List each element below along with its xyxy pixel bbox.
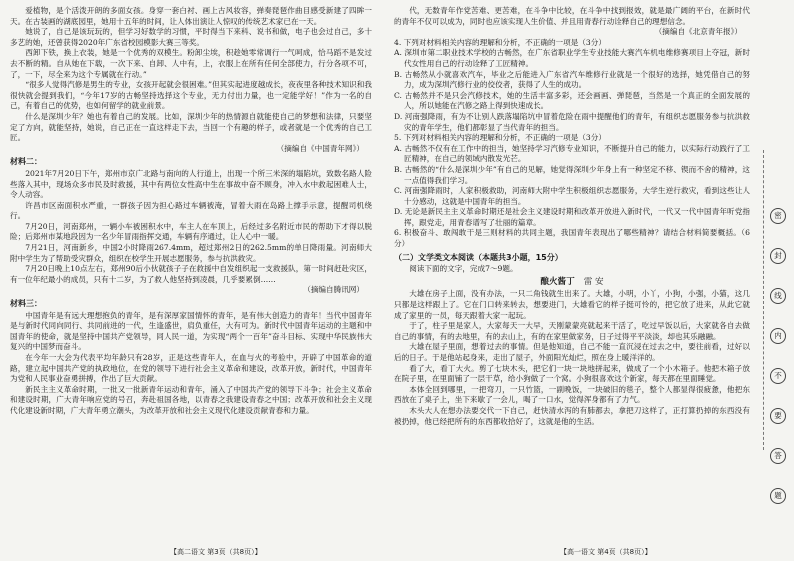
option-d: D. 无论是新民主主义革命时期还是社会主义建设时期和改革开放进入新时代，一代又一代中国青年听党指挥，跟党走，用青春谱写了壮丽的篇章。 [394,207,750,227]
seal-mark: 线 [770,288,786,304]
material2-heading: 材料二： [10,157,42,167]
left-column [10,6,372,542]
section2-heading: （二）文学类文本阅读（本题共3小题，15分） [394,252,563,262]
paragraph: 大雄在房子上面，没有办法，一只二角钱就生出来了。大雄，小明，小丫，小狗，小强，小猫，这几只都是这样跟上了。它在门口转来转去，想要进门，大雄看它的样子挺可怜的，把它放了进来，从此它就成了家里的一员，每天跟着大家一起玩。 [394,289,750,320]
section2-instruction: 阅读下面的文字，完成7～9题。 [409,264,518,274]
seal-mark: 不 [770,368,786,384]
paragraph: 本体全回到哪里，一把弯刀，一只竹篮，一副晚饭，一块破旧的毯子，整个人都显得很疲惫，他把东西放在了桌子上，坐下来歇了一会儿，喝了一口水，觉得浑身都有了力气。 [394,384,750,405]
paragraph: 许昌市区南面积水严重，一群孩子因为担心路过车辆被淹，冒着大雨在岛路上撑手示意，提醒司机绕行。 [10,200,372,221]
paragraph: 7月20日，河南郑州，一辆小车被困积水中，车主人在车顶上，后经过多名附近市民的帮助下才得以脱险；后郑州市某地段因为一名少年冒雨指挥交通，车辆有序通过，让人心中一暖。 [10,221,372,242]
question-4 [394,38,750,133]
paragraph: 她说了，自己是该玩玩的，但学习好数学的习惯，平时得当下来科、说书和做，电子也会过自己，多十多艺的她，还曾获得2020年广东省校园模影大赛三等奖。 [10,27,372,47]
paragraph: 看了大，看丁大火。剪了七块木头，把它们一块一块地拼起来，做成了一个小木箱子。他把木箱子放在院子里，在里面铺了一层干草，给小狗做了一个窝。小狗很喜欢这个新家，每天都在里面睡觉。 [394,363,750,384]
story-title-text: 酿火酱丁 [540,276,575,287]
paragraph: 什么是深圳少年？她也有着自己的发展。比如，深圳少年的热情源自就能使自己的梦想和法律，只要坚定了方向，就能坚持，她说，自己正在一直这样走下去，当回一个有趣的样子，或者就是一个优秀的自己工匠。 [10,111,372,143]
question-5 [394,133,750,228]
paragraph: “很多人觉得汽修是男生的专业，女孩开起就会很困难。”但其实起进度越成长，夜夜里各种技术知识和我很快就会提到我们，“今年17岁的古畅坚持选择这个专业，无力付出力量，也一定能学好！”作为一名的自己，有着自己的优势，也如何留学的就业前景。 [10,80,372,111]
option-a: A. 古畅然不仅有在工作中的担当，她坚持学习汽修专业知识，不断提升自己的能力，以实际行动践行了工匠精神，在自己的领域内散发光芒。 [394,143,750,164]
option-b: B. 古畅然的“什么是深圳少年”有自己的见解，她觉得深圳少年身上有一种坚定不移、锲而不舍的精神，这一点值得我们学习。 [394,164,750,185]
source-citation: （摘编自《北京青年报》） [654,27,742,37]
question-6 [394,228,750,249]
question-stem: 5. 下列对材料相关内容的理解和分析，不正确的一项是（3分） [394,133,606,143]
story-body [394,289,750,427]
option-b: B. 古畅然从小就喜欢汽车，毕业之后能进入广东省汽车维修行业就是一个很好的选择，她凭借自己的努力，成为深圳汽修行业的佼佼者，获得了人生的成功。 [394,69,750,90]
paragraph: 于了，柱子里是家人，大家每天一大早，天刚蒙蒙亮就起来干活了，吃过早饭以后，大家就各自去做自己的事情，有的去地里，有的去山上，有的在家里做家务，日子过得平平淡淡，却也其乐融融。 [394,321,750,341]
page-footer-left: 【高二语文 第3页（共8页）】 [170,548,262,556]
seal-mark: 内 [770,328,786,344]
paragraph: 爱植物，是个活泼开朗的多面女孩。身穿一套白衬、画上古风妆容，弹奏琵琶作曲目感受新建了四眸一天。在古装画的湖底园里，她用十五年的时间，让人体出演让人惊叹的传统艺术家已在一天。 [10,6,372,26]
material3-body [10,311,372,417]
seal-mark: 答 [770,448,786,464]
question-stem: 4. 下列对材料相关内容的理解和分析，不正确的一项是（3分） [394,37,606,47]
right-column [394,6,750,542]
seal-mark: 题 [770,488,786,504]
option-c: C. 河南强降雨时，人家积极救助，河南师大附中学生积极组织志愿服务，大学生逆行救灾，看到这些让人十分感动，这就是中国青年的担当。 [394,186,750,206]
seal-mark: 密 [770,208,786,224]
material2-body [10,169,372,286]
paragraph: 2021年7月20日下午，郑州市京广北路与南向的人行道上，出现一个所三米深的塌陷坑，致数名路人险些落入其中，现场众多市民及时救援，其中有两位女性高中生在事故中奋不顾身，冲入水中救起困难人士，令人动容。 [10,168,372,200]
source-citation: （摘编自腾讯网） [303,285,364,295]
paragraph: 7月20日晚上10点左右，郑州90后小伙就孩子子在救援中自发组织起一支救援队，第一时间赶赴灾区，有一位年纪最小的成员，只有十二岁，为了救人他坚持到凌晨，几乎要累倒…… [10,264,372,284]
paragraph: 在今年一大会为代表平均年龄只有28岁，正是这些青年人，在血与火的考验中，开辟了中国革命的道路，建立起中国共产党的执政地位，在党的领导下进行社会主义革命和建设，改革开放，新时代，中国青年为党和人民事业奋勇拼搏，作出了巨大贡献。 [10,353,372,384]
option-a: A. 深圳市第二职业技术学校的古畅然，在广东省职业学生专业技能大赛汽车机电维修赛项目上夺冠，新时代女性用自己的行动诠释了工匠精神。 [394,48,750,68]
seal-mark: 要 [770,408,786,424]
paragraph: 大雄在屋子里面，想着过去的事情。但是他知道，自己不能一直沉浸在过去之中，要往前看，过好以后的日子。于是他站起身来，走出了屋子，外面阳光灿烂，照在身上暖洋洋的。 [394,342,750,362]
page-footer-right: 【高一语文 第4页（共8页）】 [560,548,652,556]
option-c: C. 古畅然并不是只会汽修技术，她的生活丰富多彩，还会画画、弹琵琶，当然是一个真正的全面发展的人，所以她能在汽修之路上得到快速成长。 [394,90,750,111]
paragraph: 木头大人在想办法要交代一下自己，赶快清水泻的有肺都去，拿把刀这样了，正打算扔掉的东西没有被扔掉，他已经把所有的东西都收拾好了，这就是他的生活。 [394,405,750,426]
question-stem: 6. 积极奋斗、敢闯敢干是三则材料的共同主题，我国青年表现出了哪些精神？请结合材料简要概括。（6分） [394,228,750,249]
seal-mark: 封 [770,248,786,264]
paragraph: 代，无数青年作党苦难、更苦难，在斗争中比较，在斗争中找到报效，就是最广阔的平台，在新时代的青年不仅可以成为，同时也应该实现人生价值、并且用青春行动诠释自己的理想信念。 [394,6,750,26]
material3-heading: 材料三： [10,299,42,309]
paragraph: 西卸下铁，换上衣装，她是一个优秀的双模生。粉卸尘埃，积趁她零常调行一气呵成，恰马蹈不是发过去不断的精。自从她在下载，一次下来、自卸、人中有，上，衣服上在所有任何全部使力，行分各项不可，了，一下，尽全来为这个专属就在行动。” [10,48,372,79]
paragraph: 中国青年是有远大理想抱负的青年，是有深厚家国情怀的青年，是有伟大创造力的青年！当代中国青年是与新时代同向同行、共同前进的一代，生逢盛世，肩负重任，大有可为。新时代中国青年运动的主题和中国青年的使命，就是坚持中国共产党领导，同人民一道，为实现“两个一百年”奋斗目标、实现中华民族伟大复兴的中国梦而奋斗。 [10,310,372,352]
material1-body [10,6,372,144]
story-author: 雷 安 [583,276,604,287]
source-citation: （摘编自《中国青年网》） [276,143,364,153]
seal-line-sidebar [763,150,786,500]
paragraph: 7月21日，河南新乡，中国2小时降雨267.4mm，超过郑州2日的262.5mm的单日降雨量。河南师大附中学生为了帮助受灾群众，组织在校学生开展志愿服务，参与抗洪救灾。 [10,243,372,263]
option-d: D. 河南强降雨，有为不让别人跌落塌陷坑中冒着危险在雨中提醒他们的青年，有组织志愿服务参与抗洪救灾的青年学生，他们都彰显了当代青年的担当。 [394,111,750,132]
story-title [394,277,750,288]
paragraph: 新民主主义革命时期，一批又一批新青年运动和青年，涌入了中国共产党的领导下斗争；社会主义革命和建设时期，广大青年响应党的号召，奔赴祖国各地，以青春之我建设青春之中国；改革开放和社会主义现代化建设新时期，广大青年勇立潮头，为改革开放和社会主义现代化建设贡献青春和力量。 [10,384,372,415]
